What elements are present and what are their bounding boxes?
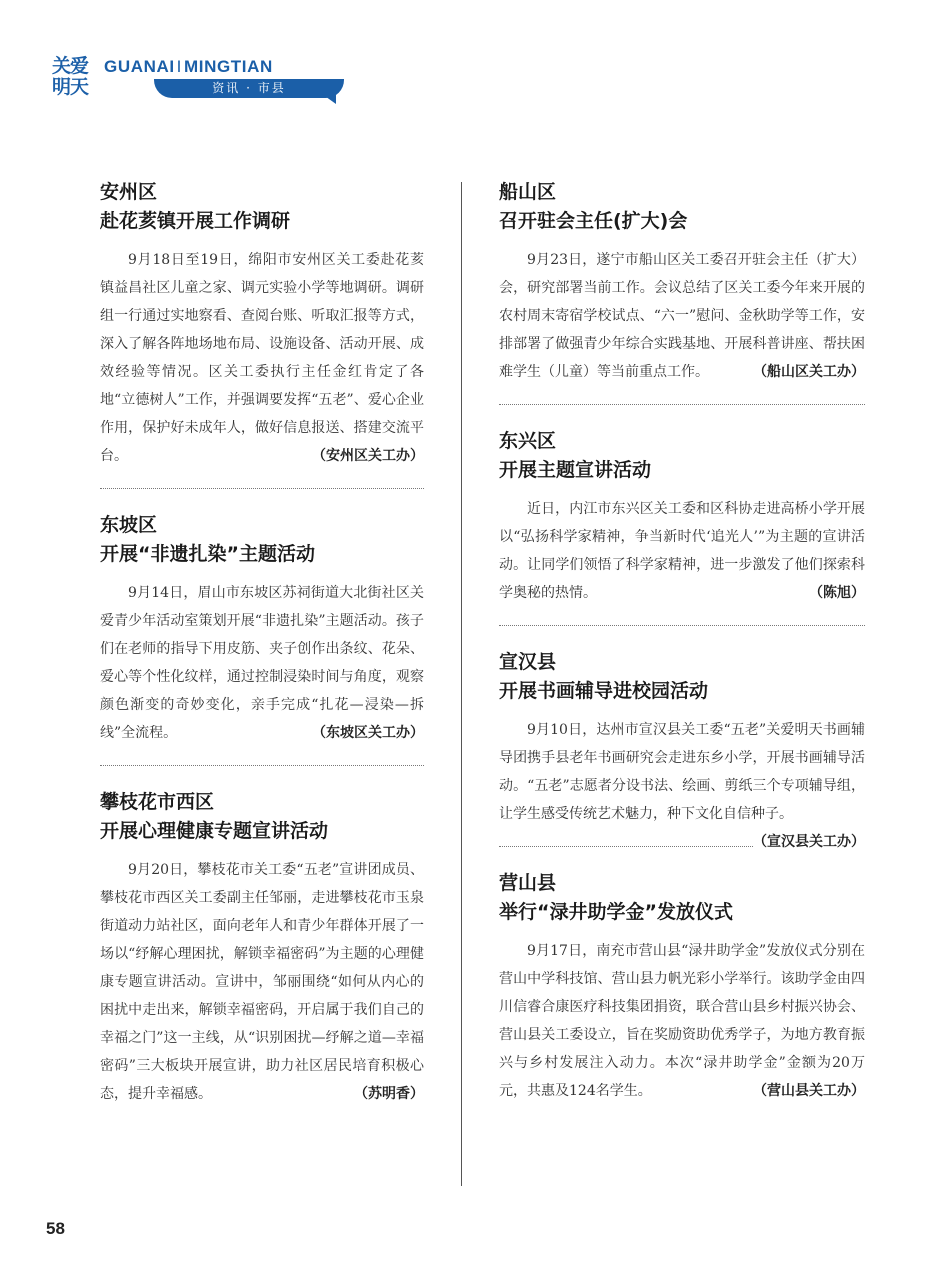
article-region: 东坡区 [100,514,158,536]
article-text: 9月10日，达州市宣汉县关工委“五老”关爱明天书画辅导团携手县老年书画研究会走进东乡小学，开展书画辅导活动。“五老”志愿者分设书法、绘画、剪纸三个专项辅导组，让学生感受传统艺术魅力，种下文化自信种子。 [499,722,865,822]
article-byline: （陈旭） [809,585,865,601]
article-byline: （苏明香） [354,1086,424,1102]
article-headline: 召开驻会主任(扩大)会 [499,210,688,232]
brand-name [104,57,273,77]
article-headline: 开展“非遗扎染”主题活动 [100,543,315,565]
article-region: 宣汉县 [499,651,557,673]
article-headline: 开展书画辅导进校园活动 [499,680,709,702]
article-text: 9月20日，攀枝花市关工委“五老”宣讲团成员、攀枝花市西区关工委副主任邹丽，走进攀枝花市玉泉街道动力站社区，面向老年人和青少年群体开展了一场以“纾解心理困扰，解锁幸福密码”为主题的心理健康专题宣讲活动。宣讲中，邹丽围绕“如何从内心的困扰中走出来，解锁幸福密码，开启属于我们自己的幸福之门”这一主线，从“识别困扰—纾解之道—幸福密码”三大板块开展宣讲，助力社区居民培育积极心态，提升幸福感。 [100,862,424,1102]
article-region: 安州区 [100,181,158,203]
brand-part-1: GUANAI [104,57,175,76]
article-region: 船山区 [499,181,557,203]
article-body [100,856,424,1108]
article-anzhou [100,178,424,470]
article-byline: （船山区关工办） [753,364,865,380]
article-text: 9月18日至19日，绵阳市安州区关工委赴花荄镇益昌社区儿童之家、调元实验小学等地调研。调研组一行通过实地察看、查阅台账、听取汇报等方式，深入了解各阵地场地布局、设施设备、活动开展、成效经验等情况。区关工委执行主任金红肯定了各地“立德树人”工作，并强调要发挥“五老”、爱心企业作用，保护好未成年人，做好信息报送、搭建交流平台。 [100,252,424,464]
article-panzhihua-xiqu [100,788,424,1108]
brand-separator: I [176,57,182,76]
brand-part-2: MINGTIAN [183,57,273,76]
article-headline: 举行“渌井助学金”发放仪式 [499,901,733,923]
left-column [100,178,424,1108]
article-yingshan [499,869,865,1105]
article-xuanhan [499,648,865,850]
article-separator [499,846,753,847]
right-column [499,178,865,1105]
article-dongxing [499,427,865,607]
article-separator [100,488,424,489]
article-body [100,246,424,470]
masthead [52,56,322,106]
article-text: 9月23日，遂宁市船山区关工委召开驻会主任（扩大）会，研究部署当前工作。会议总结了区关工委今年来开展的农村周末寄宿学校试点、“六一”慰问、金秋助学等工作，安排部署了做强青少年综合实践基地、开展科普讲座、帮扶困难学生（儿童）等当前重点工作。 [499,252,865,380]
article-body [499,495,865,607]
article-separator [100,765,424,766]
logo-line-2: 明天 [52,76,89,98]
logo-line-1: 关爱 [52,55,89,77]
article-body [499,716,865,850]
section-label-tail [322,94,336,104]
article-separator [499,625,865,626]
article-headline: 赴花荄镇开展工作调研 [100,210,291,232]
article-byline: （安州区关工办） [312,448,424,464]
article-headline: 开展主题宣讲活动 [499,459,652,481]
section-label: 资讯 · 市县 [154,79,344,98]
article-body [499,246,865,386]
article-headline: 开展心理健康专题宣讲活动 [100,820,329,842]
article-byline: （东坡区关工办） [312,725,424,741]
article-region: 营山县 [499,872,557,894]
article-byline: （营山县关工办） [753,1083,865,1099]
article-body [100,579,424,747]
article-region: 东兴区 [499,430,557,452]
column-divider [461,182,462,1186]
article-byline: （宣汉县关工办） [753,834,865,850]
article-chuanshan [499,178,865,386]
article-text: 近日，内江市东兴区关工委和区科协走进高桥小学开展以“弘扬科学家精神，争当新时代‘追光人’”为主题的宣讲活动。让同学们领悟了科学家精神，进一步激发了他们探索科学奥秘的热情。 [499,501,865,601]
article-body [499,937,865,1105]
page-number: 58 [46,1219,65,1238]
article-dongpo [100,511,424,747]
article-text: 9月17日，南充市营山县“渌井助学金”发放仪式分别在营山中学科技馆、营山县力帆光彩小学举行。该助学金由四川信睿合康医疗科技集团捐资，联合营山县乡村振兴协会、营山县关工委设立，旨在奖励资助优秀学子，为地方教育振兴与乡村发展注入动力。本次“渌井助学金”金额为20万元，共惠及124名学生。 [499,943,865,1099]
article-text: 9月14日，眉山市东坡区苏祠街道大北街社区关爱青少年活动室策划开展“非遗扎染”主题活动。孩子们在老师的指导下用皮筋、夹子创作出条纹、花朵、爱心等个性化纹样，通过控制浸染时间与角度，观察颜色渐变的奇妙变化，亲手完成“扎花—浸染—拆线”全流程。 [100,585,424,741]
article-region: 攀枝花市西区 [100,791,215,813]
article-separator [499,404,865,405]
logo [52,56,94,98]
